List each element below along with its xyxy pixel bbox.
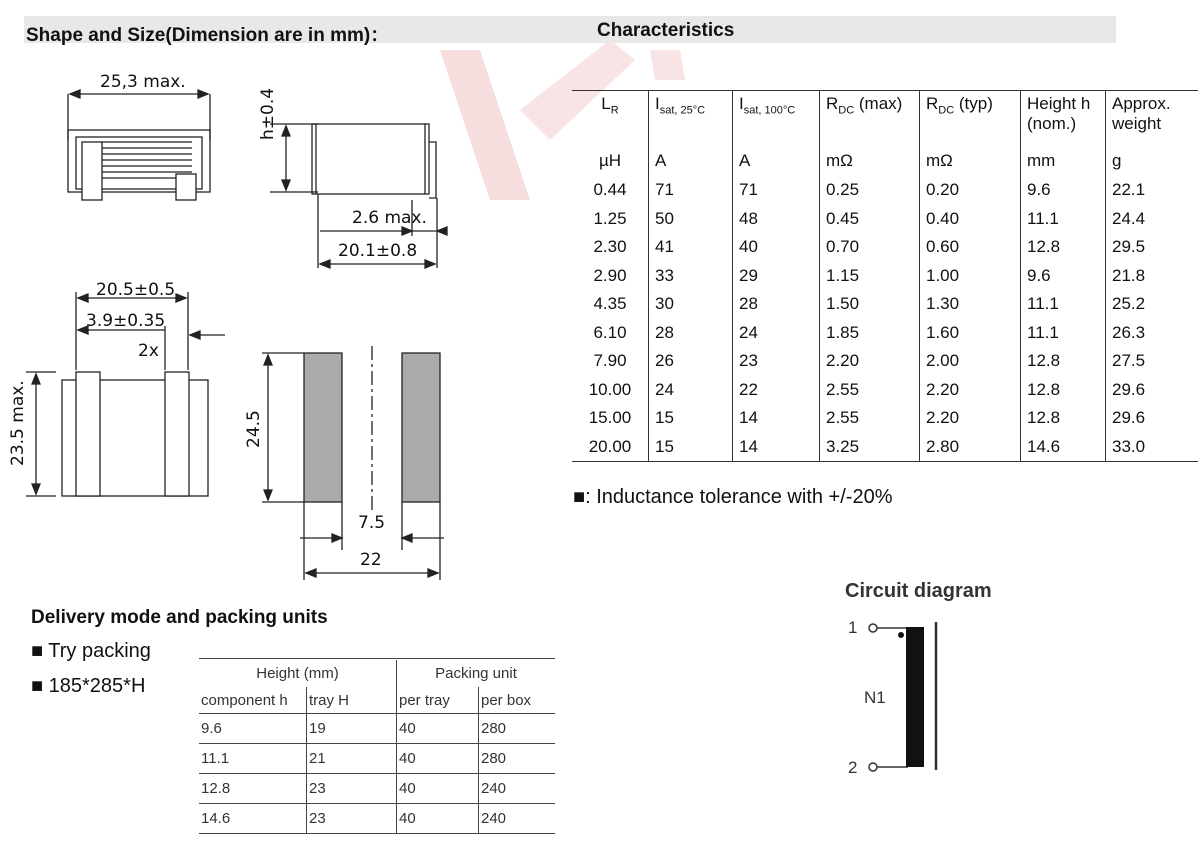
shape-size-heading: Shape and Size(Dimension are in mm)： [26, 25, 390, 46]
header-isat-100: $I_{sat, 100^\circ C}$ [733, 90, 820, 146]
characteristics-cell: 29.5 [1106, 233, 1199, 262]
header-rdc-typ: $R_{DC}$ (typ) [920, 90, 1021, 146]
packing-cell: 280 [479, 714, 556, 744]
delivery-item-size: ■ 185*285*H [31, 675, 146, 697]
packing-cell: 280 [479, 744, 556, 774]
characteristics-cell: 6.10 [593, 322, 627, 342]
packing-group-header-row [199, 660, 555, 687]
characteristics-cell: 33 [649, 262, 733, 291]
characteristics-cell: 24.4 [1106, 205, 1199, 234]
characteristics-cell: 0.44 [593, 180, 627, 200]
characteristics-cell: 0.45 [820, 205, 920, 234]
characteristics-cell: 11.1 [1021, 319, 1106, 348]
unit-cell: mΩ [820, 146, 920, 176]
dim-pad-height: 24.5 [244, 410, 264, 448]
circuit-heading: Circuit diagram [845, 580, 992, 602]
packing-cell: 11.1 [199, 744, 307, 774]
header-isat-25: $I_{sat, 25^\circ C}$ [649, 90, 733, 146]
characteristics-cell: 15.00 [588, 408, 632, 428]
unit-cell: A [649, 146, 733, 176]
sub-per-tray: per tray [397, 687, 479, 714]
characteristics-cell: 2.30 [593, 237, 627, 257]
characteristics-cell: 12.8 [1021, 347, 1106, 376]
characteristics-cell: 26 [649, 347, 733, 376]
characteristics-row [572, 262, 1198, 291]
packing-cell: 12.8 [199, 774, 307, 804]
characteristics-row [572, 233, 1198, 262]
winding-label: N1 [864, 688, 886, 707]
characteristics-cell: 23 [733, 347, 820, 376]
unit-cell: g [1106, 146, 1199, 176]
characteristics-cell: 2.80 [920, 433, 1021, 462]
characteristics-cell: 3.25 [820, 433, 920, 462]
characteristics-cell: 2.55 [820, 404, 920, 433]
header-inductance: $L_R$ [601, 94, 619, 117]
characteristics-cell: 0.20 [920, 176, 1021, 205]
characteristics-cell: 1.60 [920, 319, 1021, 348]
characteristics-cell: 1.50 [820, 290, 920, 319]
packing-row [199, 714, 555, 744]
characteristics-row [572, 319, 1198, 348]
header-height: Height h (nom.) [1021, 90, 1106, 146]
table-top-rule [572, 90, 1198, 91]
characteristics-cell: 48 [733, 205, 820, 234]
characteristics-cell: 9.6 [1021, 262, 1106, 291]
characteristics-cell: 12.8 [1021, 233, 1106, 262]
pin1-label: 1 [848, 618, 858, 637]
characteristics-cell: 29.6 [1106, 376, 1199, 405]
unit-cell: mm [1021, 146, 1106, 176]
packing-cell: 240 [479, 804, 556, 834]
dim-depth-max: 23.5 max. [8, 380, 28, 466]
characteristics-cell: 50 [649, 205, 733, 234]
dim-pin-width: 3.9±0.35 [86, 311, 166, 331]
sub-tray-h: tray H [307, 687, 397, 714]
characteristics-row [572, 404, 1198, 433]
characteristics-row [572, 176, 1198, 205]
characteristics-heading: Characteristics [597, 20, 735, 41]
dim-pad-span: 22 [360, 550, 382, 570]
packing-cell: 23 [307, 804, 397, 834]
characteristics-row [572, 290, 1198, 319]
characteristics-cell: 15 [649, 404, 733, 433]
characteristics-cell: 30 [649, 290, 733, 319]
characteristics-cell: 2.90 [593, 265, 627, 285]
characteristics-cell: 14 [733, 433, 820, 462]
circuit-symbol [840, 612, 960, 782]
sub-component-h: component h [201, 691, 288, 709]
packing-row [199, 774, 555, 804]
packing-cell: 40 [397, 804, 479, 834]
characteristics-cell: 1.15 [820, 262, 920, 291]
tolerance-note: ■: Inductance tolerance with +/-20% [573, 486, 893, 508]
characteristics-cell: 28 [733, 290, 820, 319]
packing-row [199, 804, 555, 834]
characteristics-cell: 24 [649, 376, 733, 405]
characteristics-row [572, 347, 1198, 376]
packing-cell: 40 [397, 714, 479, 744]
header-weight: Approx. weight [1106, 90, 1199, 146]
characteristics-cell: 12.8 [1021, 404, 1106, 433]
packing-row [199, 744, 555, 774]
characteristics-cell: 0.40 [920, 205, 1021, 234]
characteristics-cell: 22 [733, 376, 820, 405]
characteristics-row [572, 433, 1198, 462]
characteristics-cell: 2.00 [920, 347, 1021, 376]
characteristics-cell: 0.70 [820, 233, 920, 262]
characteristics-cell: 4.35 [593, 294, 627, 314]
characteristics-cell: 41 [649, 233, 733, 262]
dim-pin-span: 20.5±0.5 [96, 280, 176, 300]
characteristics-cell: 40 [733, 233, 820, 262]
characteristics-cell: 9.6 [1021, 176, 1106, 205]
packing-cell: 21 [307, 744, 397, 774]
characteristics-cell: 14.6 [1021, 433, 1106, 462]
dim-pad-gap: 7.5 [358, 513, 386, 533]
dim-pin-count: 2x [138, 341, 159, 361]
packing-cell: 23 [307, 774, 397, 804]
characteristics-cell: 29 [733, 262, 820, 291]
characteristics-cell: 26.3 [1106, 319, 1199, 348]
characteristics-cell: 2.55 [820, 376, 920, 405]
dim-lead-max: 2.6 max. [352, 208, 427, 228]
sub-per-box: per box [479, 687, 556, 714]
unit-cell: µH [598, 151, 622, 170]
characteristics-cell: 20.00 [572, 433, 649, 462]
header-rdc-max: $R_{DC}$ (max) [820, 90, 920, 146]
group-height: Height (mm) [256, 665, 339, 682]
characteristics-cell: 2.20 [820, 347, 920, 376]
dim-width-max: 25,3 max. [100, 72, 186, 92]
characteristics-cell: 29.6 [1106, 404, 1199, 433]
characteristics-cell: 33.0 [1106, 433, 1199, 462]
characteristics-cell: 0.25 [820, 176, 920, 205]
characteristics-cell: 24 [733, 319, 820, 348]
characteristics-cell: 14 [733, 404, 820, 433]
characteristics-cell: 1.00 [920, 262, 1021, 291]
characteristics-cell: 2.20 [920, 376, 1021, 405]
units-row [572, 146, 1198, 176]
characteristics-row [572, 205, 1198, 234]
characteristics-table [572, 90, 1198, 462]
characteristics-cell: 71 [649, 176, 733, 205]
characteristics-cell: 25.2 [1106, 290, 1199, 319]
characteristics-cell: 7.90 [593, 351, 627, 371]
characteristics-header-row [572, 90, 1198, 146]
packing-top-rule [199, 658, 555, 659]
characteristics-cell: 2.20 [920, 404, 1021, 433]
dim-height: h±0.4 [258, 87, 278, 140]
dim-length: 20.1±0.8 [338, 241, 418, 261]
characteristics-cell: 21.8 [1106, 262, 1199, 291]
unit-cell: A [733, 146, 820, 176]
packing-cell: 240 [479, 774, 556, 804]
pin2-label: 2 [848, 758, 858, 777]
characteristics-cell: 1.85 [820, 319, 920, 348]
delivery-item-tray: ■ Try packing [31, 640, 151, 662]
packing-cell: 9.6 [199, 714, 307, 744]
packing-table [199, 660, 555, 834]
unit-cell: mΩ [920, 146, 1021, 176]
characteristics-cell: 11.1 [1021, 290, 1106, 319]
packing-cell: 40 [397, 744, 479, 774]
characteristics-cell: 15 [649, 433, 733, 462]
characteristics-cell: 10.00 [588, 379, 632, 399]
characteristics-row [572, 376, 1198, 405]
characteristics-cell: 12.8 [1021, 376, 1106, 405]
characteristics-cell: 28 [649, 319, 733, 348]
characteristics-cell: 11.1 [1021, 205, 1106, 234]
characteristics-cell: 27.5 [1106, 347, 1199, 376]
characteristics-cell: 1.30 [920, 290, 1021, 319]
packing-cell: 19 [307, 714, 397, 744]
group-packing-unit: Packing unit [397, 660, 556, 687]
characteristics-cell: 71 [733, 176, 820, 205]
packing-sub-header-row [199, 687, 555, 714]
packing-cell: 14.6 [199, 804, 307, 834]
delivery-heading: Delivery mode and packing units [31, 607, 328, 628]
characteristics-cell: 22.1 [1106, 176, 1199, 205]
characteristics-cell: 1.25 [593, 208, 627, 228]
packing-cell: 40 [397, 774, 479, 804]
characteristics-cell: 0.60 [920, 233, 1021, 262]
